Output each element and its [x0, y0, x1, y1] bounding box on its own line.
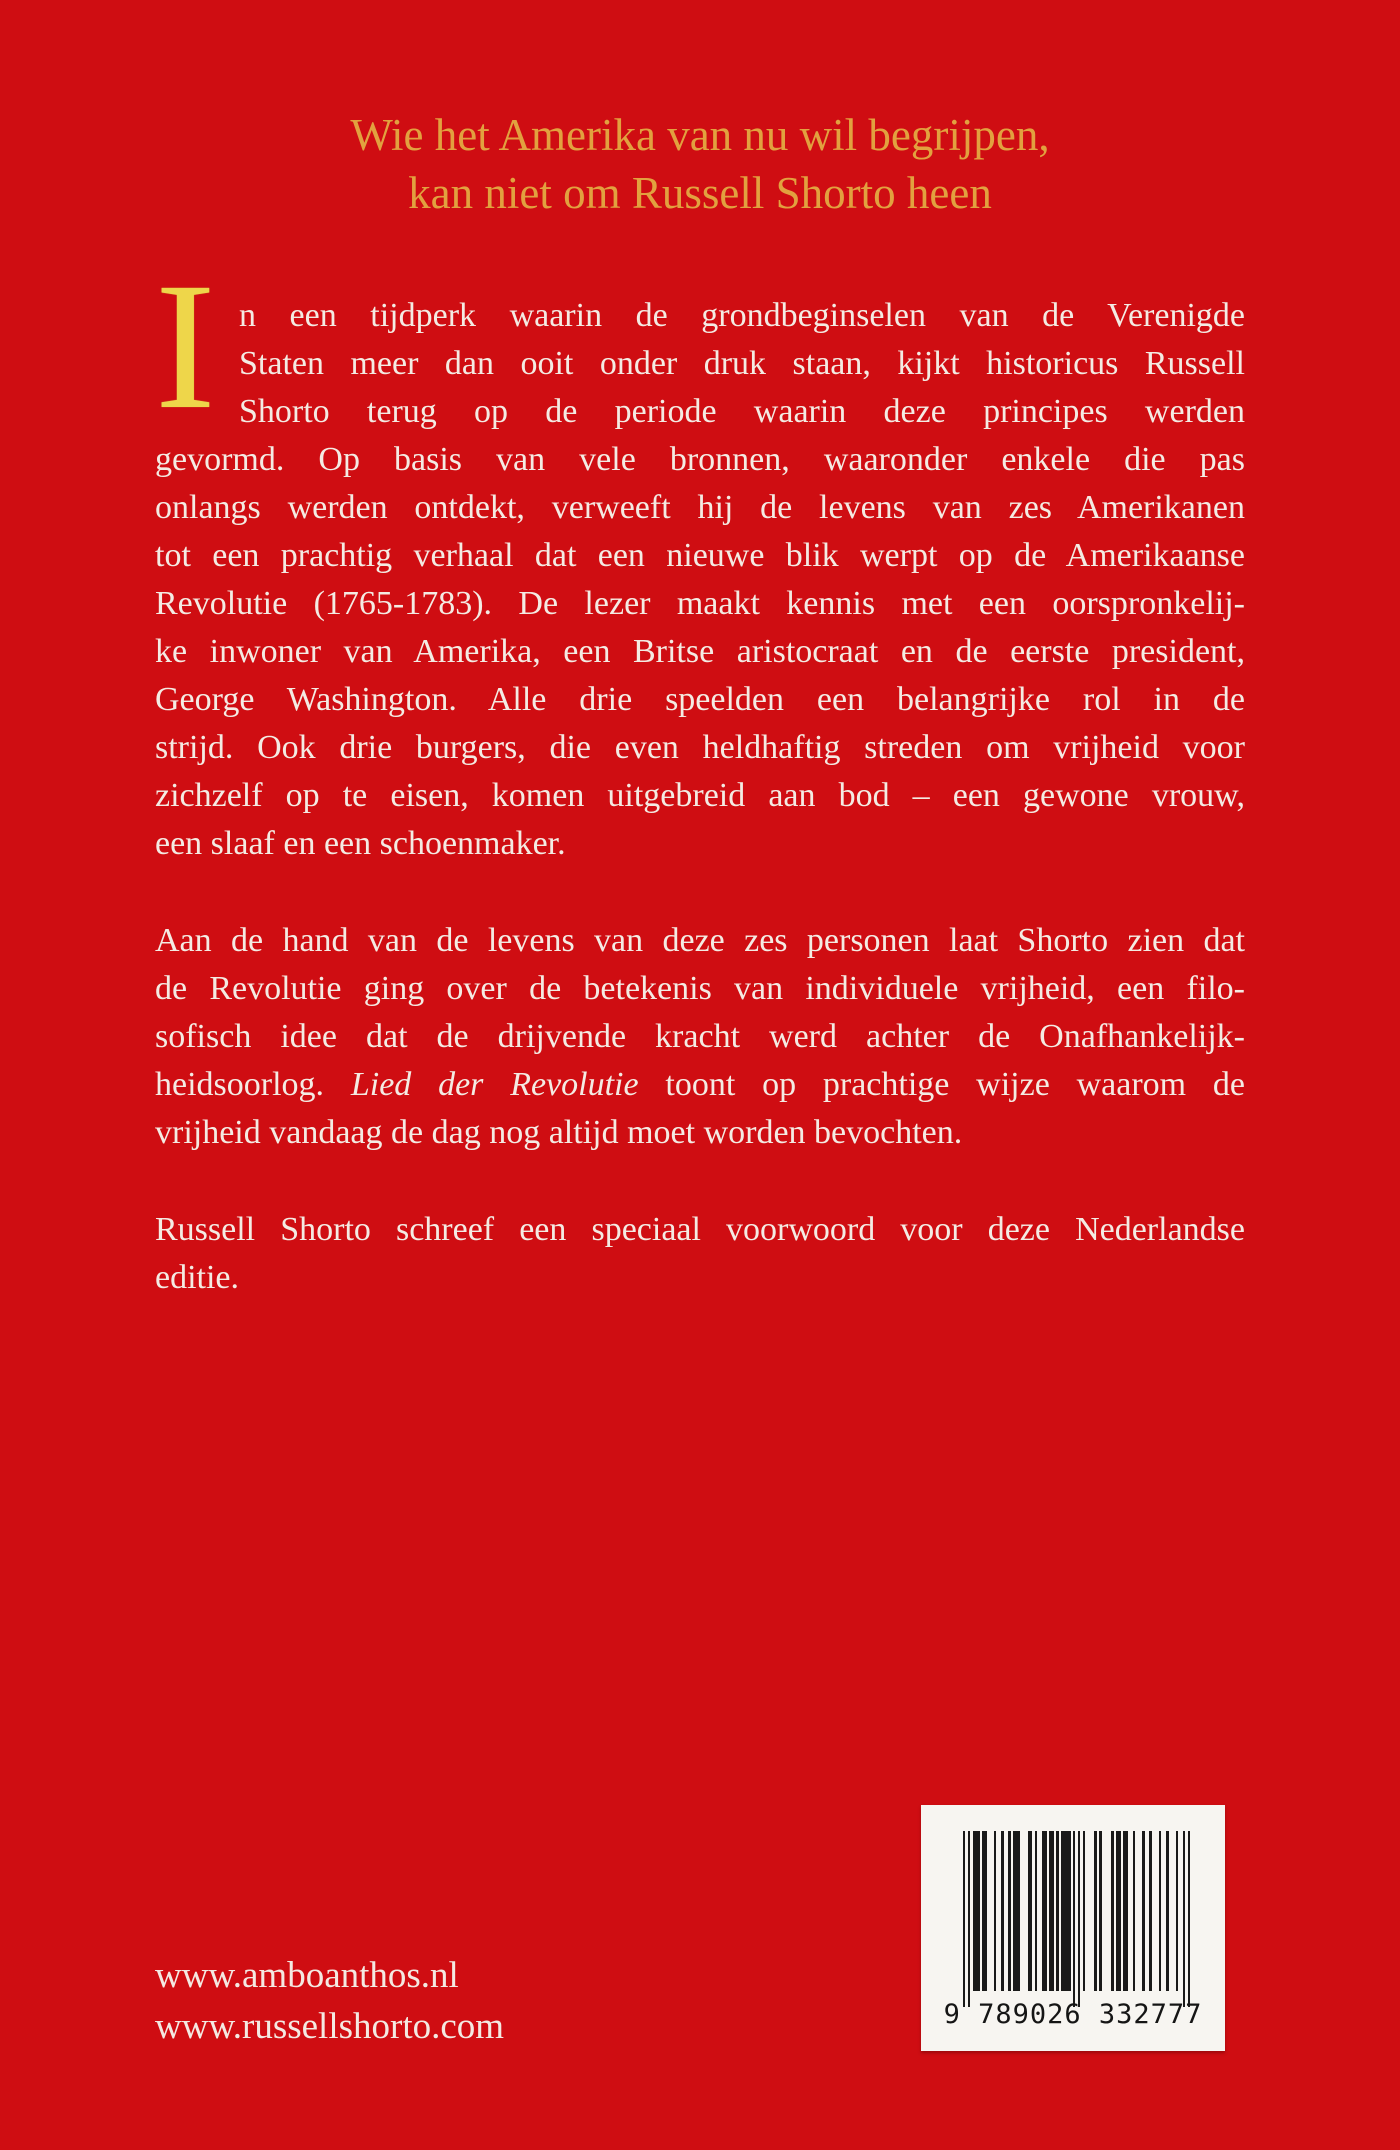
barcode-panel — [921, 1805, 1225, 2051]
body-line-segment: toont op prachtige wijze waarom de — [638, 1066, 1245, 1103]
body-line: sofisch idee dat de drijvende kracht werd achter de Onafhankelijk- — [155, 1018, 1245, 1055]
body-line: Staten meer dan ooit onder druk staan, kijkt historicus Russell — [239, 345, 1245, 382]
body-line: ke inwoner van Amerika, een Britse aristocraat en de eerste president, — [155, 633, 1245, 670]
body-line — [155, 1061, 1245, 1109]
cover-quote-line: Wie het Amerika van nu wil begrijpen, — [350, 110, 1050, 160]
blurb-text-column — [155, 246, 1245, 1351]
body-line: tot een prachtig verhaal dat een nieuwe blik werpt op de Amerikaanse — [155, 537, 1245, 574]
body-line: een slaaf en een schoenmaker. — [155, 825, 566, 862]
body-line: strijd. Ook drie burgers, die even heldhaftig streden om vrijheid voor — [155, 729, 1245, 766]
paragraph — [155, 246, 1245, 868]
barcode-module — [1188, 1831, 1190, 2007]
body-line: vrijheid vandaag de dag nog altijd moet worden bevochten. — [155, 1114, 963, 1151]
body-line: n een tijdperk waarin de grondbeginselen van de Verenigde — [239, 297, 1245, 334]
body-line: onlangs werden ontdekt, verweeft hij de levens van zes Amerikanen — [155, 489, 1245, 526]
body-line: Shorto terug op de periode waarin deze principes werden — [239, 393, 1245, 430]
body-line: Russell Shorto schreef een speciaal voorwoord voor deze Nederlandse — [155, 1211, 1245, 1248]
publisher-url: www.amboanthos.nl — [155, 1955, 459, 1996]
body-line: editie. — [155, 1259, 240, 1296]
author-url: www.russellshorto.com — [155, 2006, 505, 2047]
body-line: Aan de hand van de levens van deze zes personen laat Shorto zien dat — [155, 922, 1245, 959]
paragraph — [155, 917, 1245, 1157]
body-line-segment: heidsoorlog. — [155, 1066, 351, 1103]
cover-quote-line: kan niet om Russell Shorto heen — [408, 168, 992, 218]
dropcap-letter: I — [155, 246, 216, 447]
body-line: de Revolutie ging over de betekenis van individuele vrijheid, een filo- — [155, 970, 1245, 1007]
book-title-italic: Lied der Revolutie — [350, 1066, 639, 1103]
isbn-number: 9 789026 332777 — [943, 1999, 1203, 2030]
publisher-urls — [155, 1950, 504, 2052]
body-line: zichzelf op te eisen, komen uitgebreid aan bod – een gewone vrouw, — [155, 777, 1245, 814]
body-line: gevormd. Op basis van vele bronnen, waaronder enkele die pas — [155, 441, 1245, 478]
paragraph — [155, 1206, 1245, 1302]
cover-quote — [0, 106, 1400, 222]
body-line: George Washington. Alle drie speelden een belangrijke rol in de — [155, 681, 1245, 718]
barcode-bars — [963, 1831, 1190, 2007]
body-line: Revolutie (1765-1783). De lezer maakt kennis met een oorspronkelij- — [155, 585, 1245, 622]
